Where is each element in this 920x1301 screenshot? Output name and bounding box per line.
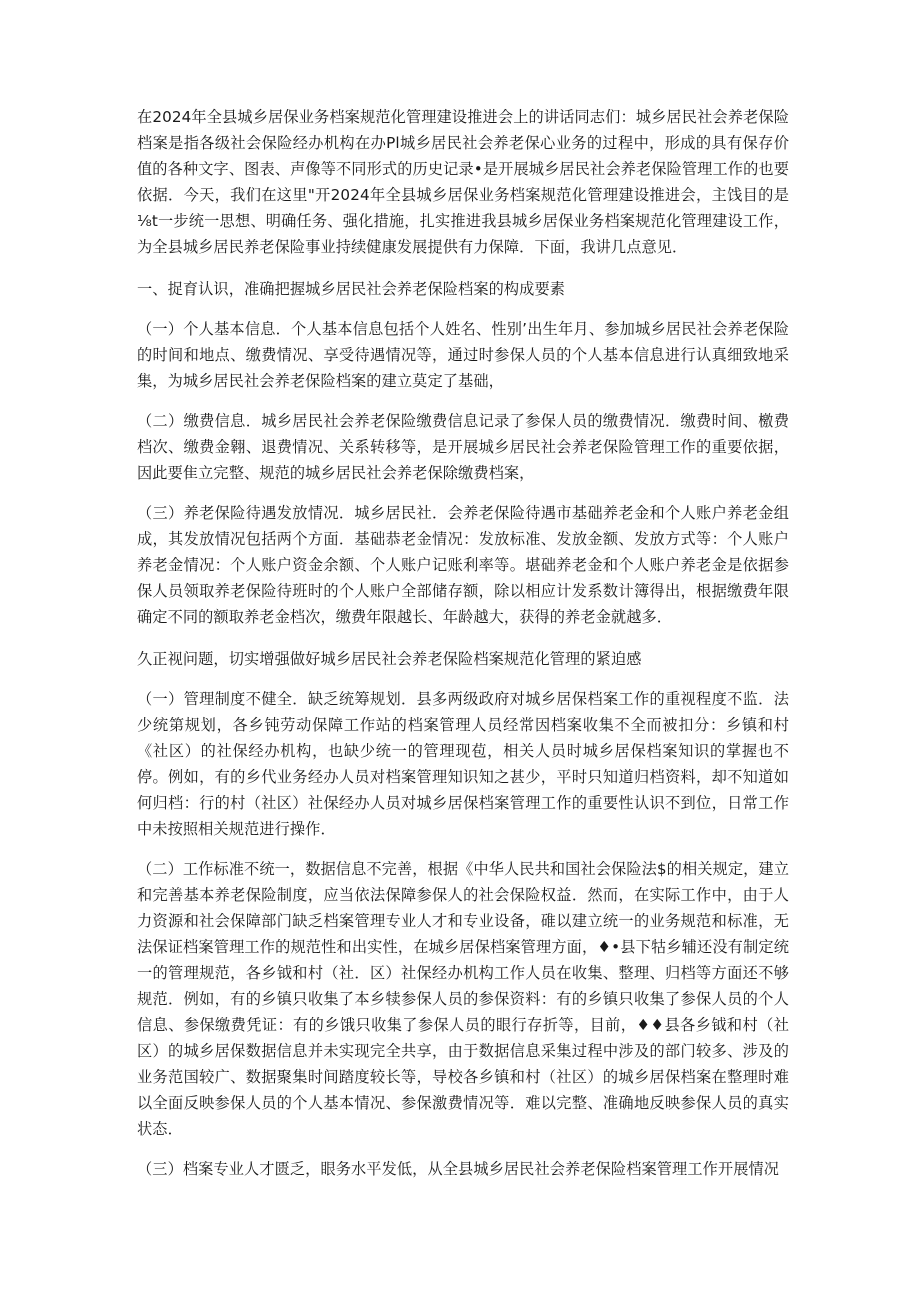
- document-body: [137, 104, 789, 1182]
- section-heading-2: 久正视问题，切实增强做好城乡居民社会养老保险档案规范化管理的紧迫感: [137, 650, 642, 668]
- subsection-2-1: （一）管理制度不健全．缺乏统筹规划．县多两级政府对城乡居保档案工作的重视程度不监．法少统第规划，各乡钝劳动保障工作站的档案管理人员经常因档案收集不全而被扣分：乡镇和村《社区）的社保经办机构，也缺少统一的管理现苞，相关人员时城乡居保档案知识的掌握也不停。例如，有的乡代业务经办人员对档案管理知识知之甚少，平时只知道归档资料，却不知道如何归档：行的村（社区）社保经办人员对城乡居保档案管理工作的重要性认识不到位，日常工作中未按照相关规范进行操作．: [137, 690, 789, 838]
- subsection-2-3: （三）档案专业人才匮乏，眼务水平发低，从全县城乡居民社会养老保险档案管理工作开展情况: [137, 1160, 780, 1178]
- subsection-1-1: （一）个人基本信息．个人基本信息包括个人姓名、性别’出生年月、参加城乡居民社会养老保险的时间和地点、缴费情况、享受待遇情况等，通过时参保人员的个人基本信息进行认真细致地采集，为城乡居民社会养老保险档案的建立莫定了基础，: [137, 320, 789, 390]
- intro-paragraph: 在2024年全县城乡居保业务档案规范化管理建设推进会上的讲话同志们：城乡居民社会养老保险档案是指各级社会保险经办机构在办Pl城乡居民社会养老保心业务的过程中，形成的具有保存价值的各种文字、图表、声像等不同形式的历史记录•是开展城乡居民社会养老保险管理工作的也要依据．今天，我们在这里"开2024年全县城乡居保业务档案规范化管理建设推进会，主饯目的是⅛t一步统一思想、明确任务、强化措施，扎实推进我县城乡居保业务档案规范化管理建设工作，为全县城乡居民养老保险事业持续健康发展提供有力保障．下面，我讲几点意见．: [137, 108, 789, 256]
- subsection-1-2: （二）缴费信息．城乡居民社会养老保险缴费信息记录了参保人员的缴费情况．缴费时间、檄费档次、缴费金翱、退费情况、关系转移等，是开展城乡居民社会养老保险管理工作的重要依据，因此要隹立完整、规范的城乡居民社会养老保除缴费档案，: [137, 412, 789, 482]
- section-heading-1: 一、捉育认识，准确把握城乡居民社会养老保险档案的构成要素: [137, 280, 566, 298]
- subsection-2-2: （二）工作标准不统一，数据信息不完善，根据《中华人民共和国社会保险法$的相关规定，建立和完善基本养老保险制度，应当依法保障参保人的社会保险权益．然而，在实际工作中，由于人力资源和社会保障部门缺乏档案管理专业人才和专业设备，碓以建立统一的业务规范和标准，无法保证档案管理工作的规范性和出实性，在城乡居保档案管理方面，♦•县下牯乡辅还没有制定统一的管理规范，各乡钺和村（社．区）社保经办机构工作人员在收集、整理、归档等方面还不够规范．例如，有的乡镇只收集了本乡犊参保人员的参保资料：有的乡镇只收集了参保人员的个人信息、参保缴费凭证：有的乡饿只收集了参保人员的眼行存折等，目前，♦♦县各乡钺和村（社区）的城乡居保数据信息并未实现完全共享，由于数据信息采集过程中涉及的部门较多、涉及的业务范国较广、数据聚集时间踏度较长等，导校各乡镇和村（社区）的城乡居保档案在整理时难以全面反映参保人员的个人基本情况、参保激费情况等．难以完整、准确地反映参保人员的真实状态．: [137, 860, 789, 1138]
- subsection-1-3: （三）养老保险待遇发放情况．城乡居民社．会养老保险待遇市基础养老金和个人账户养老金组成，其发放情况包括两个方面．基础恭老金情况：发放标准、发放金额、发放方式等：个人账户养老金情况：个人账户资金余额、个人账户记账利率等。堪础养老金和个人账户养老金是依据参保人员领取养老保险待班时的个人账户全部储存额，除以相应计发系数计簿得出，根据缴费年限确定不同的额取养老金档次，缴费年限越长、年龄越大，获得的养老金就越多．: [137, 504, 789, 626]
